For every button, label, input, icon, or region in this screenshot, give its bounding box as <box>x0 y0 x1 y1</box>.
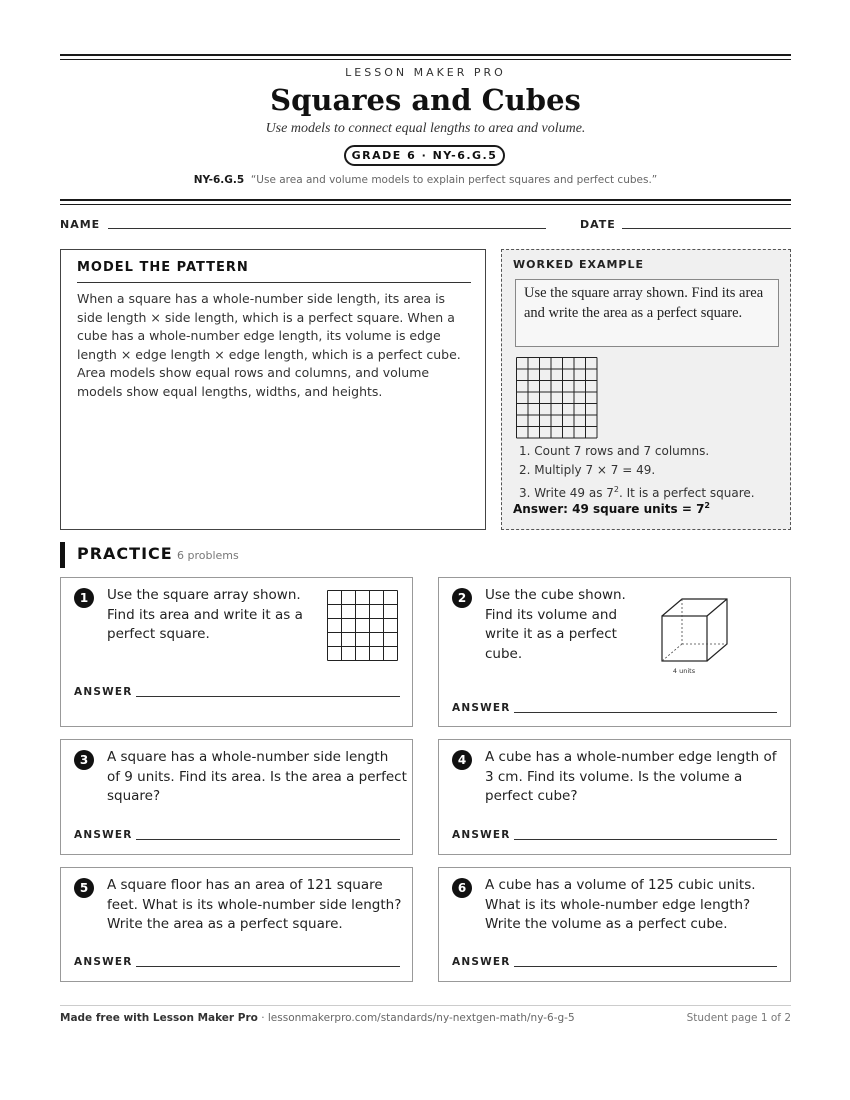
problem-card-5 <box>60 867 413 982</box>
header-bottom-rule <box>60 199 791 205</box>
answer-label-4: ANSWER <box>452 829 511 841</box>
problem-number-2: 2 <box>452 588 472 608</box>
problem-number-1: 1 <box>74 588 94 608</box>
standard-text: “Use area and volume models to explain perfect squares and perfect cubes.” <box>250 174 658 186</box>
problem-text-4: A cube has a whole-number edge length of 3 cm. Find its volume. Is the volume a perfect cube? <box>485 749 777 804</box>
problem-1-square-array <box>327 590 399 662</box>
worked-heading: WORKED EXAMPLE <box>513 258 644 271</box>
page-title: Squares and Cubes <box>270 83 581 117</box>
worked-example-box <box>501 249 791 530</box>
problem-card-3 <box>60 739 413 855</box>
worked-steps <box>519 442 755 503</box>
footer-rule <box>60 1005 791 1006</box>
header-top-rule <box>60 54 791 60</box>
worked-answer <box>513 501 710 516</box>
answer-label-3: ANSWER <box>74 829 133 841</box>
problem-number-4: 4 <box>452 750 472 770</box>
worked-step-3-tail: . It is a perfect square. <box>619 486 755 500</box>
footer-url[interactable]: · lessonmakerpro.com/standards/ny-nextgen-math/ny-6-g-5 <box>257 1012 575 1024</box>
problem-text-3: A square has a whole-number side length of 9 units. Find its area. Is the area a perfect square? <box>107 749 407 804</box>
worked-step-3-text: 3. Write 49 as 7 <box>519 486 614 500</box>
answer-field-1[interactable] <box>136 696 400 697</box>
problem-number-6: 6 <box>452 878 472 898</box>
answer-field-2[interactable] <box>514 712 777 713</box>
answer-label-1: ANSWER <box>74 686 133 698</box>
cube-edge-label: 4 units <box>672 667 696 675</box>
answer-label-2: ANSWER <box>452 702 511 714</box>
footer-page-number: Student page 1 of 2 <box>686 1012 791 1024</box>
problem-text-5: A square floor has an area of 121 square feet. What is its whole-number side length? Write the area as a perfect square. <box>107 877 402 932</box>
practice-count: 6 problems <box>177 549 239 562</box>
brand-name: LESSON MAKER PRO <box>345 66 506 79</box>
standard-line <box>60 174 791 186</box>
worked-prompt: Use the square array shown. Find its area and write the area as a perfect square. <box>515 279 779 347</box>
model-heading: MODEL THE PATTERN <box>77 260 471 283</box>
answer-label-5: ANSWER <box>74 956 133 968</box>
model-the-pattern-box <box>60 249 486 530</box>
problem-card-1 <box>60 577 413 727</box>
page-subtitle: Use models to connect equal lengths to area and volume. <box>265 121 586 136</box>
answer-field-5[interactable] <box>136 966 400 967</box>
worked-step-3-exponent: 2 <box>613 485 619 494</box>
answer-field-3[interactable] <box>136 839 400 840</box>
footer-made-with: Made free with Lesson Maker Pro <box>60 1012 258 1024</box>
worked-step-1: 1. Count 7 rows and 7 columns. <box>519 444 710 458</box>
problem-text-6: A cube has a volume of 125 cubic units. What is its whole-number edge length? Write the volume as a perfect cube. <box>485 877 756 932</box>
date-label: DATE <box>580 218 616 231</box>
worked-step-3 <box>519 480 755 503</box>
worked-step-2: 2. Multiply 7 × 7 = 49. <box>519 463 656 477</box>
worksheet-page <box>60 0 791 1100</box>
name-label: NAME <box>60 218 101 231</box>
problem-2-cube <box>657 596 729 678</box>
practice-accent-bar <box>60 542 65 568</box>
problem-card-6 <box>438 867 791 982</box>
practice-title: PRACTICE <box>77 544 173 563</box>
grade-badge: GRADE 6 · NY-6.G.5 <box>344 145 505 166</box>
problem-number-5: 5 <box>74 878 94 898</box>
answer-label-6: ANSWER <box>452 956 511 968</box>
answer-field-6[interactable] <box>514 966 777 967</box>
problem-text-2: Use the cube shown. Find its volume and write it as a perfect cube. <box>485 587 626 662</box>
problem-text-1: Use the square array shown. Find its area and write it as a perfect square. <box>107 587 303 642</box>
problem-card-2 <box>438 577 791 727</box>
date-field[interactable] <box>622 228 791 229</box>
footer-credit <box>60 1012 575 1024</box>
name-field[interactable] <box>108 228 546 229</box>
problem-card-4 <box>438 739 791 855</box>
problem-number-3: 3 <box>74 750 94 770</box>
worked-answer-text: Answer: 49 square units = 7 <box>513 502 705 516</box>
worked-square-array <box>516 357 600 441</box>
worked-answer-exponent: 2 <box>704 501 710 510</box>
standard-code: NY-6.G.5 <box>193 174 245 186</box>
model-body: When a square has a whole-number side length, its area is side length × side length, which is a perfect square. When a cube has a whole-number edge length, its volume is edge length × edge length × edge length, which is a perfect cube. Area models show equal rows and columns, and volume models show equal lengths, widths, and heights. <box>77 291 461 399</box>
answer-field-4[interactable] <box>514 839 777 840</box>
